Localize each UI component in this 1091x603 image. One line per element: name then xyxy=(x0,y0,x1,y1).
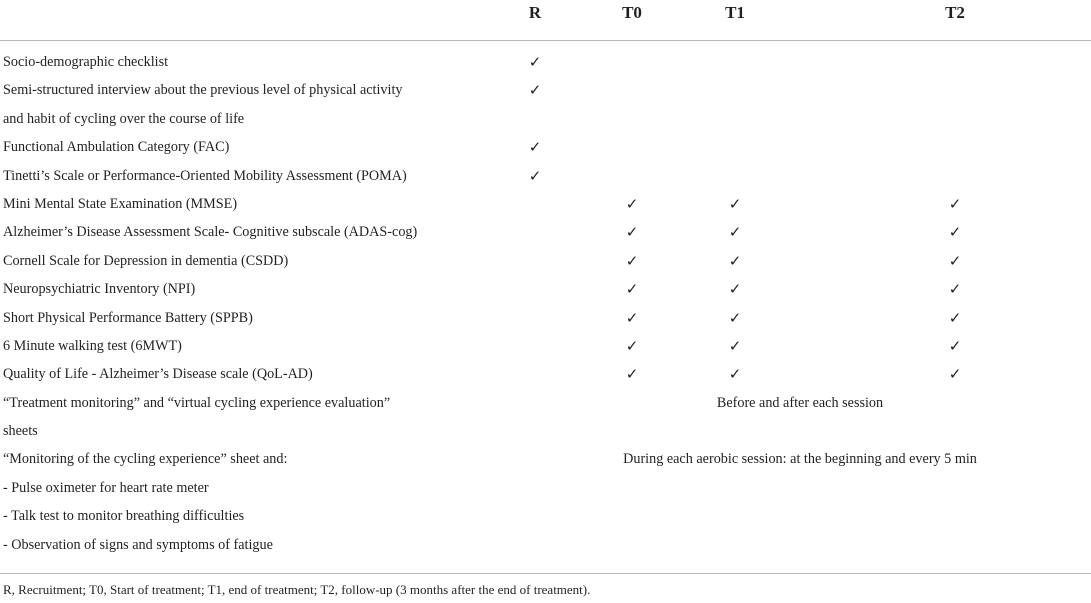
checkmark-icon: ✓ xyxy=(948,365,962,384)
table-row xyxy=(0,445,1091,473)
checkmark-icon: ✓ xyxy=(728,336,742,355)
row-label: Socio-demographic checklist xyxy=(3,54,169,70)
row-label: Mini Mental State Examination (MMSE) xyxy=(3,195,238,212)
checkmark-icon: ✓ xyxy=(625,251,639,270)
row-label: Tinetti’s Scale or Performance-Oriented Mobility Assessment (POMA) xyxy=(3,167,407,184)
checkmark-icon: ✓ xyxy=(625,308,639,327)
row-label: Cornell Scale for Depression in dementia (CSDD) xyxy=(3,252,289,269)
row-label: Semi-structured interview about the previous level of physical activity xyxy=(3,82,403,99)
row-label: “Treatment monitoring” and “virtual cycling experience evaluation” xyxy=(3,394,391,411)
column-header-t0: T0 xyxy=(622,3,642,22)
row-label: Short Physical Performance Battery (SPPB) xyxy=(3,309,253,326)
table-body xyxy=(0,48,1091,559)
row-label: and habit of cycling over the course of life xyxy=(3,110,245,127)
checkmark-icon: ✓ xyxy=(728,365,742,384)
table-row xyxy=(0,474,1091,502)
column-header-t1: T1 xyxy=(725,3,745,22)
table-row xyxy=(0,190,1091,218)
table-header xyxy=(0,0,1091,41)
checkmark-icon: ✓ xyxy=(625,194,639,213)
row-label: “Monitoring of the cycling experience” sheet and: xyxy=(3,451,288,468)
row-label: - Pulse oximeter for heart rate meter xyxy=(3,479,209,496)
table-row xyxy=(0,48,1091,76)
checkmark-icon: ✓ xyxy=(728,308,742,327)
table-footnote: R, Recruitment; T0, Start of treatment; T1, end of treatment; T2, follow-up (3 months after the end of treatment). xyxy=(3,582,591,597)
table-row xyxy=(0,105,1091,133)
checkmark-icon: ✓ xyxy=(625,365,639,384)
table-row xyxy=(0,247,1091,275)
table-row xyxy=(0,417,1091,445)
table-row xyxy=(0,332,1091,360)
row-label: Functional Ambulation Category (FAC) xyxy=(3,139,230,156)
checkmark-icon: ✓ xyxy=(528,81,542,100)
table-row xyxy=(0,76,1091,104)
checkmark-icon: ✓ xyxy=(948,251,962,270)
table-row xyxy=(0,304,1091,332)
column-header-t2: T2 xyxy=(945,3,965,22)
table-row xyxy=(0,218,1091,246)
row-label: sheets xyxy=(3,423,38,440)
checkmark-icon: ✓ xyxy=(728,280,742,299)
table-row xyxy=(0,162,1091,190)
row-label: Alzheimer’s Disease Assessment Scale- Cognitive subscale (ADAS-cog) xyxy=(3,224,418,241)
row-label: 6 Minute walking test (6MWT) xyxy=(3,337,182,354)
table-row xyxy=(0,275,1091,303)
checkmark-icon: ✓ xyxy=(728,194,742,213)
row-span-text: Before and after each session xyxy=(716,394,884,411)
checkmark-icon: ✓ xyxy=(948,308,962,327)
row-label: Quality of Life - Alzheimer’s Disease scale (QoL-AD) xyxy=(3,366,313,383)
row-label: - Observation of signs and symptoms of fatigue xyxy=(3,536,273,553)
row-span-text: During each aerobic session: at the beginning and every 5 min xyxy=(623,451,977,468)
checkmark-icon: ✓ xyxy=(948,223,962,242)
checkmark-icon: ✓ xyxy=(625,223,639,242)
row-label: Neuropsychiatric Inventory (NPI) xyxy=(3,281,196,298)
row-label: - Talk test to monitor breathing difficulties xyxy=(3,508,245,525)
table-row xyxy=(0,360,1091,388)
checkmark-icon: ✓ xyxy=(948,194,962,213)
checkmark-icon: ✓ xyxy=(528,138,542,157)
checkmark-icon: ✓ xyxy=(728,251,742,270)
table-row xyxy=(0,133,1091,161)
checkmark-icon: ✓ xyxy=(728,223,742,242)
checkmark-icon: ✓ xyxy=(625,280,639,299)
column-header-r: R xyxy=(528,3,542,22)
table-row xyxy=(0,531,1091,559)
footer-divider xyxy=(0,573,1091,574)
checkmark-icon: ✓ xyxy=(528,53,542,71)
checkmark-icon: ✓ xyxy=(948,280,962,299)
checkmark-icon: ✓ xyxy=(625,336,639,355)
table-row xyxy=(0,389,1091,417)
checkmark-icon: ✓ xyxy=(948,336,962,355)
table-row xyxy=(0,502,1091,530)
checkmark-icon: ✓ xyxy=(528,166,542,185)
